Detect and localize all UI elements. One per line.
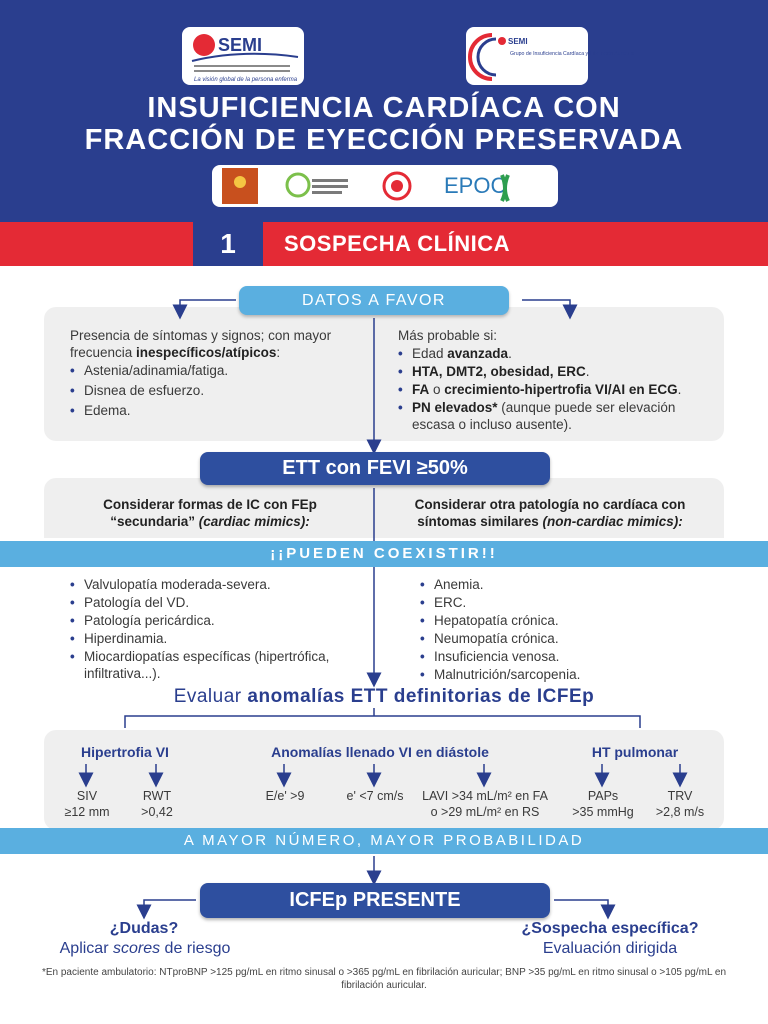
list-item: • Valvulopatía moderada-severa.	[70, 576, 360, 593]
list-item: • Hepatopatía crónica.	[420, 612, 720, 629]
datos-left-arrow	[180, 300, 236, 312]
list-item: • ERC.	[420, 594, 720, 611]
list-item: • Neumopatía crónica.	[420, 630, 720, 647]
grupo-ic-logo-tagline: Grupo de Insuficiencia Cardíaca y Fibrilación Auricular	[510, 51, 635, 57]
section-number: 1	[193, 222, 263, 266]
dudas-question: ¿Dudas?	[109, 920, 179, 937]
epoc-logo: EPOC	[444, 173, 507, 198]
list-item: • Anemia.	[420, 576, 720, 593]
list-item: • HTA, DMT2, obesidad, ERC.	[398, 363, 718, 380]
ee-criterion: E/e' >9	[265, 789, 305, 803]
semi-logo-tagline: La visión global de la persona enferma	[194, 77, 298, 83]
siv-criterion: SIV ≥12 mm	[64, 789, 110, 819]
icfep-right-arrow	[554, 900, 608, 912]
datos-a-favor-pill: DATOS A FAVOR	[239, 286, 509, 315]
ht-pulmonar-category: HT pulmonar	[591, 744, 679, 760]
paps-criterion: PAPs >35 mmHg	[572, 789, 634, 819]
cardiac-mimics-list	[70, 576, 360, 682]
symptoms-intro: Presencia de síntomas y signos; con mayor frecuencia inespecíficos/atípicos:	[70, 328, 332, 360]
probability-banner: A MAYOR NÚMERO, MAYOR PROBABILIDAD	[0, 828, 768, 854]
section-title: SOSPECHA CLÍNICA	[284, 231, 510, 256]
llenado-vi-category: Anomalías llenado VI en diástole	[271, 744, 489, 760]
list-item: • Disnea de esfuerzo.	[70, 382, 360, 399]
symptoms-list	[70, 362, 360, 419]
noncardiac-mimics-list	[420, 576, 720, 683]
sospecha-answer: Evaluación dirigida	[542, 940, 678, 957]
icfep-presente-pill: ICFEp PRESENTE	[200, 883, 550, 918]
evaluar-bracket	[125, 716, 640, 728]
rwt-criterion: RWT >0,42	[141, 789, 173, 819]
e-prime-criterion: e' <7 cm/s	[346, 789, 404, 803]
list-item: • Edad avanzada.	[398, 345, 718, 362]
ett-fevi-pill: ETT con FEVI ≥50%	[200, 452, 550, 485]
datos-right-arrow	[522, 300, 570, 312]
list-item: • Patología del VD.	[70, 594, 360, 611]
sospecha-question: ¿Sospecha específica?	[521, 920, 699, 937]
list-item: • Astenia/adinamia/fatiga.	[70, 362, 360, 379]
noncardiac-mimics-heading: Considerar otra patología no cardíaca con síntomas similares (non-cardiac mimics):	[414, 497, 686, 529]
list-item: • Malnutrición/sarcopenia.	[420, 666, 720, 683]
grupo-ic-logo-text: SEMI	[508, 37, 528, 46]
dudas-answer: Aplicar scores de riesgo	[59, 940, 231, 957]
title-line-2: FRACCIÓN DE EYECCIÓN PRESERVADA	[84, 124, 684, 156]
list-item: • Miocardiopatías específicas (hipertrófica, infiltrativa...).	[70, 648, 360, 682]
trv-criterion: TRV >2,8 m/s	[655, 789, 705, 819]
coexist-banner: ¡¡PUEDEN COEXISTIR!!	[0, 541, 768, 567]
semi-logo-text: SEMI	[218, 35, 263, 55]
hipertrofia-vi-category: Hipertrofia VI	[81, 744, 169, 760]
list-item: • PN elevados* (aunque puede ser elevación escasa o incluso ausente).	[398, 399, 718, 433]
list-item: • FA o crecimiento-hipertrofia VI/AI en ECG.	[398, 381, 718, 398]
probability-list	[398, 345, 718, 433]
list-item: • Edema.	[70, 402, 360, 419]
title-line-1: INSUFICIENCIA CARDÍACA CON	[147, 92, 621, 124]
footnote: *En paciente ambulatorio: NTproBNP >125 pg/mL en ritmo sinusal o >365 pg/mL en fibrilación auricular; BNP >35 pg/mL en ritmo sinusal o >105 pg/mL en fibrilación auricular.	[41, 967, 727, 991]
lavi-criterion: LAVI >34 mL/m² en FA o >29 mL/m² en RS	[422, 789, 548, 819]
evaluar-heading: Evaluar anomalías ETT definitorias de ICFEp	[173, 686, 595, 707]
list-item: • Insuficiencia venosa.	[420, 648, 720, 665]
icfep-left-arrow	[144, 900, 196, 912]
probability-intro: Más probable si:	[398, 328, 498, 343]
list-item: • Patología pericárdica.	[70, 612, 360, 629]
cardiac-mimics-heading: Considerar formas de IC con FEp “secundaria” (cardiac mimics):	[103, 497, 317, 529]
list-item: • Hiperdinamia.	[70, 630, 360, 647]
